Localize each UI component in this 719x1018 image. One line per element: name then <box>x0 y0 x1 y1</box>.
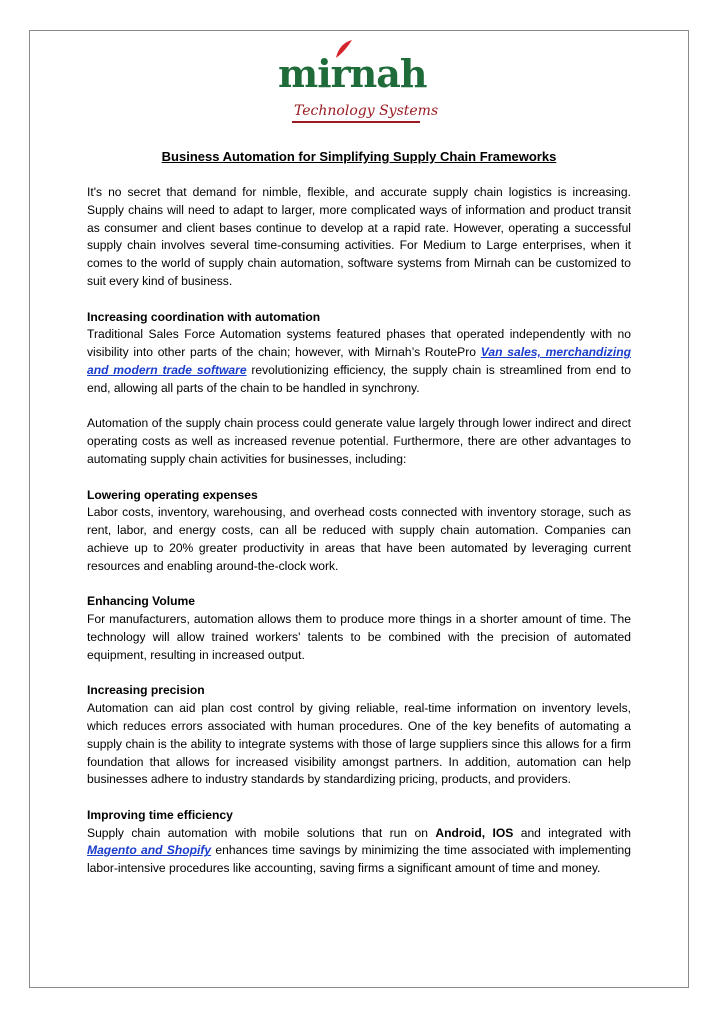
section-heading-expenses: Lowering operating expenses <box>87 487 258 502</box>
time-text-3: enhances time savings by minimizing the time associated with implementing labor-intensive procedures like accounting, saving firms a significant amount of time and money. <box>87 843 631 876</box>
section-body-expenses: Labor costs, inventory, warehousing, and overhead costs connected with inventory storage, such as rent, labor, and energy costs, can all be reduced with supply chain automation. Companies can achieve up to 20% greater productivity in areas that have been automated by leveraging current resources and enabling around-the-clock work. <box>87 505 631 573</box>
magento-shopify-link[interactable]: Magento and Shopify <box>87 843 212 858</box>
intro-paragraph: It's no secret that demand for nimble, flexible, and accurate supply chain logistics is increasing. Supply chains will need to adapt to larger, more complicated ways of information and product transit as consumer and client bases continue to develop at a rapid rate. However, operating a successful supply chain involves several time-consuming activities. For Medium to Large enterprises, when it comes to the world of supply chain automation, software systems from Mirnah can be customized to suit every kind of business. <box>87 185 631 288</box>
document-title: Business Automation for Simplifying Supply Chain Frameworks <box>161 149 557 164</box>
mirnah-logo <box>272 38 448 128</box>
logo-underline <box>292 121 420 123</box>
coordination-text-before: Traditional Sales Force Automation systems featured phases that operated independently with no visibility into other parts of the chain; however, with Mirnah’s RoutePro <box>87 327 631 360</box>
section-body-time <box>87 825 631 878</box>
platforms-text: Android, IOS <box>435 825 514 840</box>
document-body <box>87 148 631 896</box>
logo-tagline: Technology Systems <box>294 103 439 119</box>
logo-wordmark: mirnah <box>278 51 427 96</box>
coordination-text-after: revolutionizing efficiency, the supply chain is streamlined from end to end, allowing all parts of the chain to be handled in synchrony. <box>87 362 631 395</box>
time-text-2: and integrated with <box>513 825 632 840</box>
section-body-precision: Automation can aid plan cost control by giving reliable, real-time information on inventory levels, which reduces errors associated with human procedures. One of the key benefits of automating a supply chain is the ability to integrate systems with those of large suppliers since this allows for a firm foundation that allows for increased visibility amongst partners. In addition, automation can help businesses adhere to industry standards by standardizing pricing, products, and providers. <box>87 701 631 787</box>
section-body-coordination <box>87 326 631 397</box>
section-body-volume: For manufacturers, automation allows them to produce more things in a shorter amount of time. The technology will allow trained workers' talents to be combined with the precision of automated equipment, resulting in increased output. <box>87 612 631 662</box>
value-paragraph: Automation of the supply chain process could generate value largely through lower indirect and direct operating costs as well as increased revenue potential. Furthermore, there are other advantages to automating supply chain activities for businesses, including: <box>87 416 631 466</box>
section-heading-precision: Increasing precision <box>87 683 205 698</box>
section-heading-coordination: Increasing coordination with automation <box>87 309 321 324</box>
section-heading-volume: Enhancing Volume <box>87 594 195 609</box>
van-sales-link[interactable]: Van sales, merchandizing and modern trade software <box>87 345 631 377</box>
section-heading-time: Improving time efficiency <box>87 807 233 822</box>
time-text-1: Supply chain automation with mobile solutions that run on <box>87 825 436 840</box>
